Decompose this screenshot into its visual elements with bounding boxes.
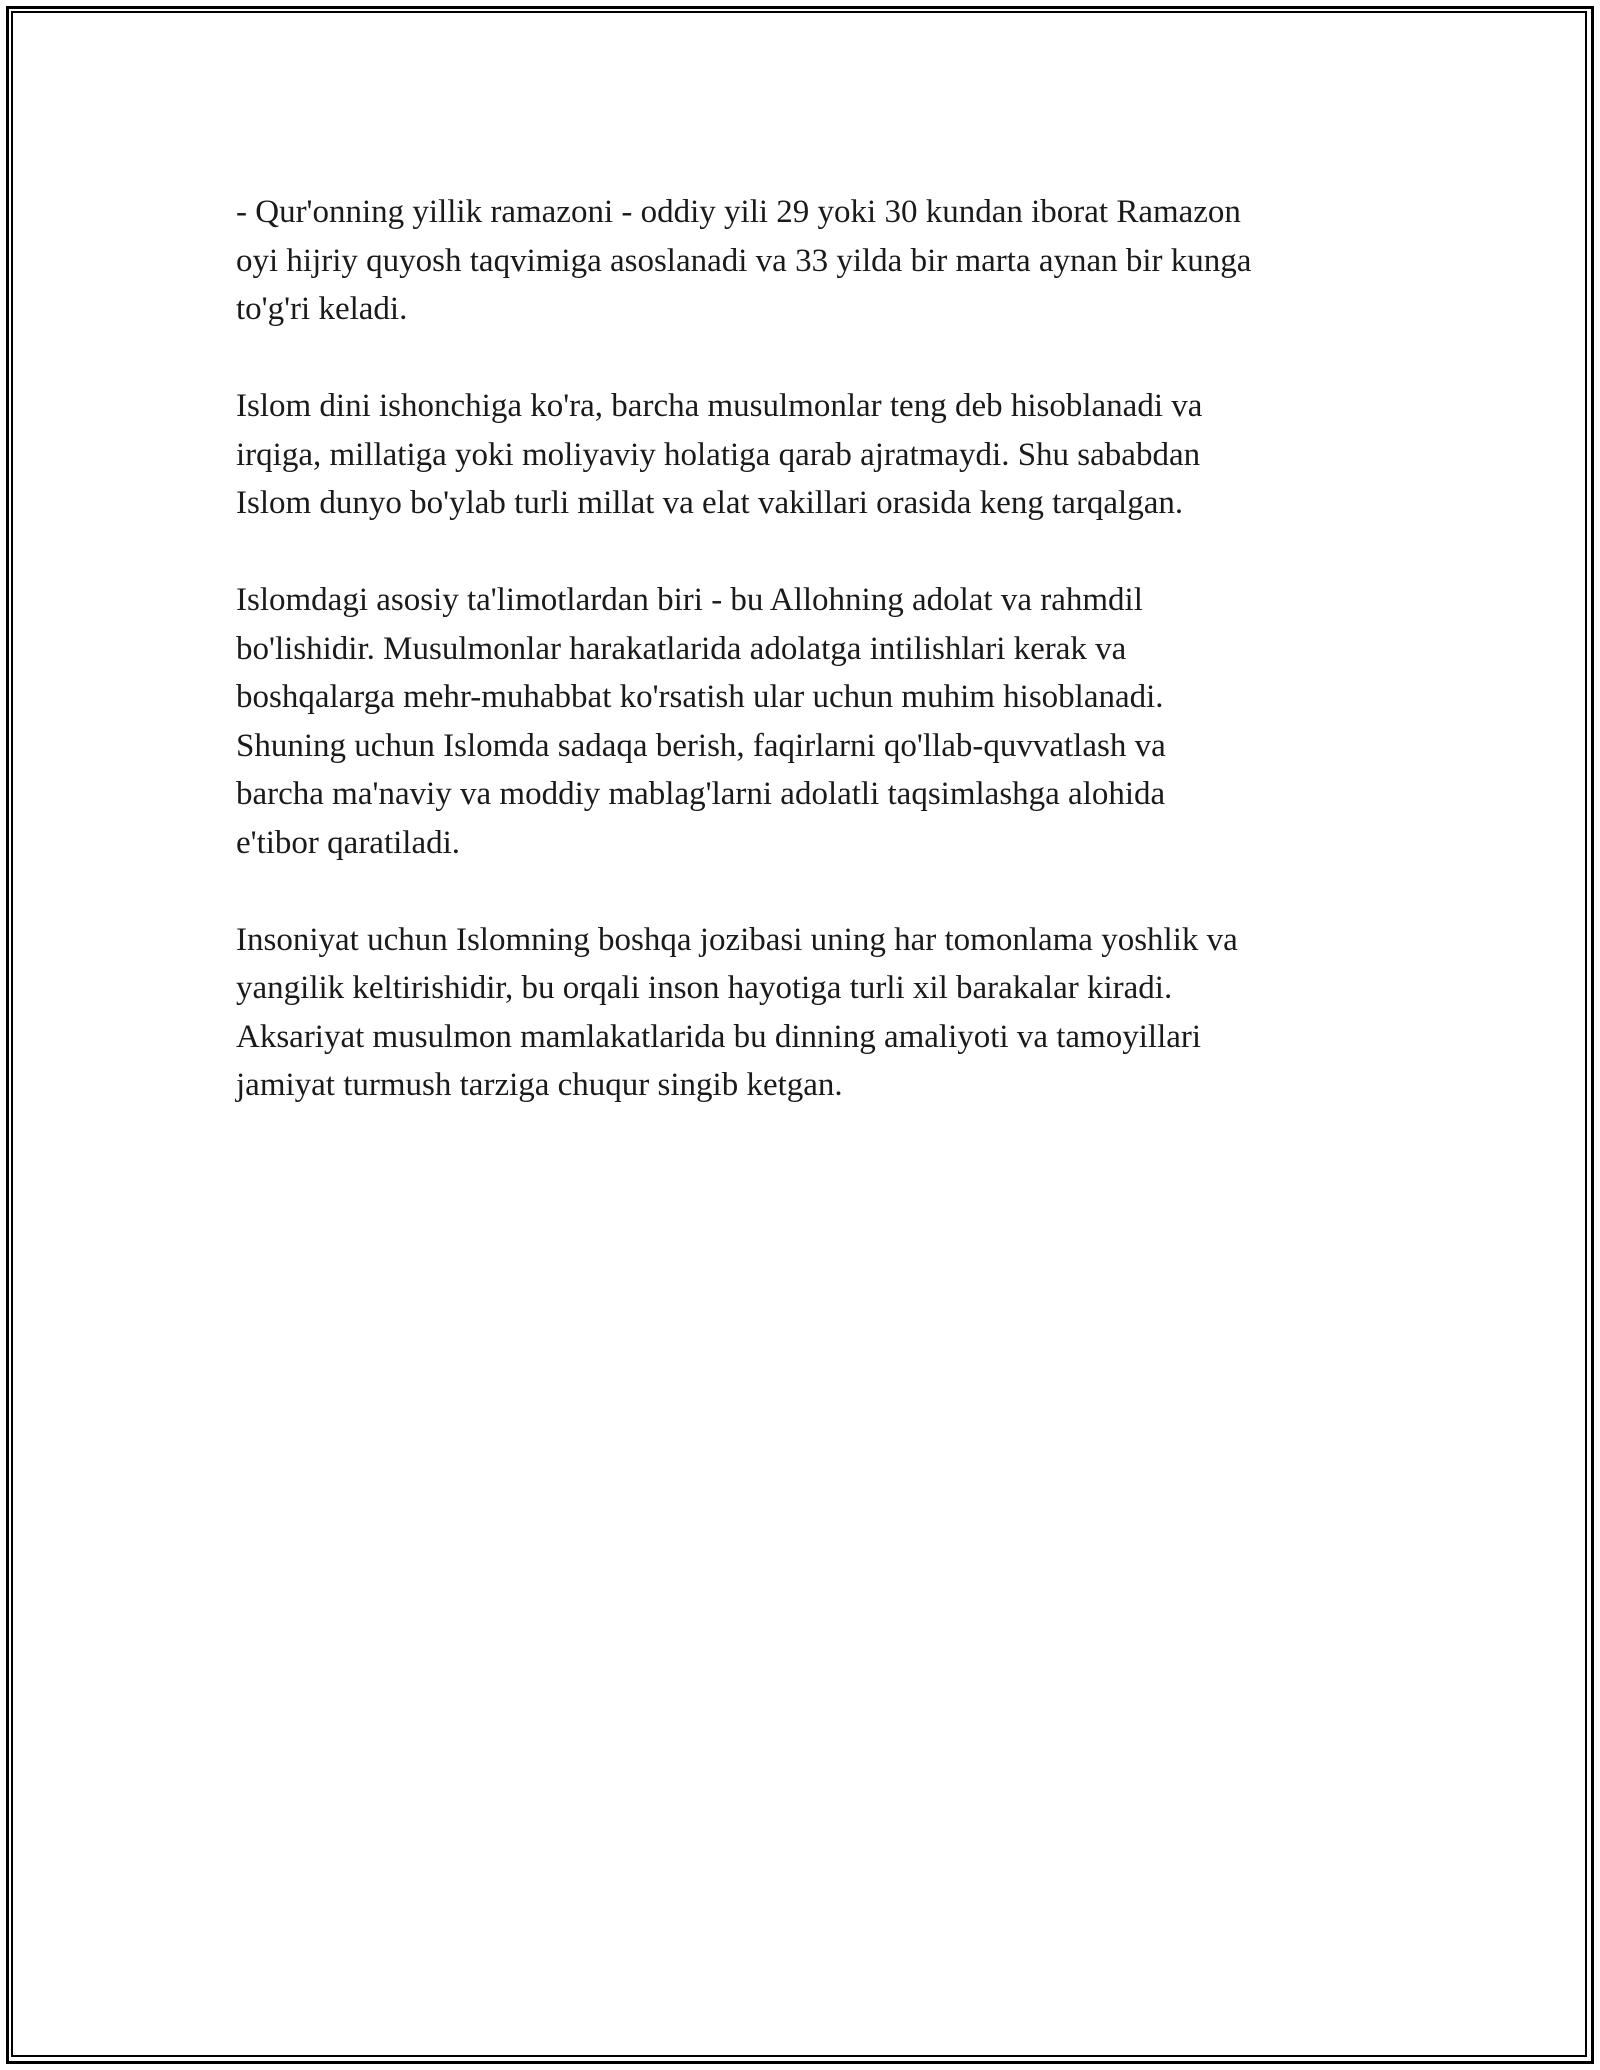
paragraph-line: Shuning uchun Islomda sadaqa berish, faqirlarni qo'llab-quvvatlash va xyxy=(236,727,1166,764)
paragraph-2 xyxy=(236,382,1376,528)
paragraph-line: Islom dini ishonchiga ko'ra, barcha musulmonlar teng deb hisoblanadi va xyxy=(236,388,1203,424)
paragraph-line: yangilik keltirishidir, bu orqali inson hayotiga turli xil barakalar kiradi. xyxy=(236,970,1173,1006)
document-body xyxy=(236,188,1376,1158)
paragraph-line: e'tibor qaratiladi. xyxy=(236,824,461,861)
paragraph-line: - Qur'onning yillik ramazoni - oddiy yili 29 yoki 30 kundan iborat Ramazon xyxy=(236,194,1241,230)
paragraph-4 xyxy=(236,916,1376,1110)
paragraph-line: Islom dunyo bo'ylab turli millat va elat vakillari orasida keng tarqalgan. xyxy=(236,485,1184,521)
paragraph-line: to'g'ri keladi. xyxy=(236,291,408,327)
paragraph-3 xyxy=(236,576,1376,867)
paragraph-line: oyi hijriy quyosh taqvimiga asoslanadi va 33 yilda bir marta aynan bir kunga xyxy=(236,242,1252,279)
paragraph-line: jamiyat turmush tarziga chuqur singib ketgan. xyxy=(236,1067,843,1103)
paragraph-line: Islomdagi asosiy ta'limotlardan biri - bu Allohning adolat va rahmdil xyxy=(236,582,1143,618)
paragraph-line: boshqalarga mehr-muhabbat ko'rsatish ular uchun muhim hisoblanadi. xyxy=(236,679,1164,715)
paragraph-line: Insoniyat uchun Islomning boshqa jozibasi uning har tomonlama yoshlik va xyxy=(236,921,1238,958)
paragraph-line: irqiga, millatiga yoki moliyaviy holatiga qarab ajratmaydi. Shu sababdan xyxy=(236,436,1201,473)
paragraph-1 xyxy=(236,188,1376,334)
paragraph-line: barcha ma'naviy va moddiy mablag'larni adolatli taqsimlashga alohida xyxy=(236,776,1166,812)
paragraph-line: Aksariyat musulmon mamlakatlarida bu dinning amaliyoti va tamoyillari xyxy=(236,1018,1202,1055)
paragraph-line: bo'lishidir. Musulmonlar harakatlarida adolatga intilishlari kerak va xyxy=(236,630,1127,667)
